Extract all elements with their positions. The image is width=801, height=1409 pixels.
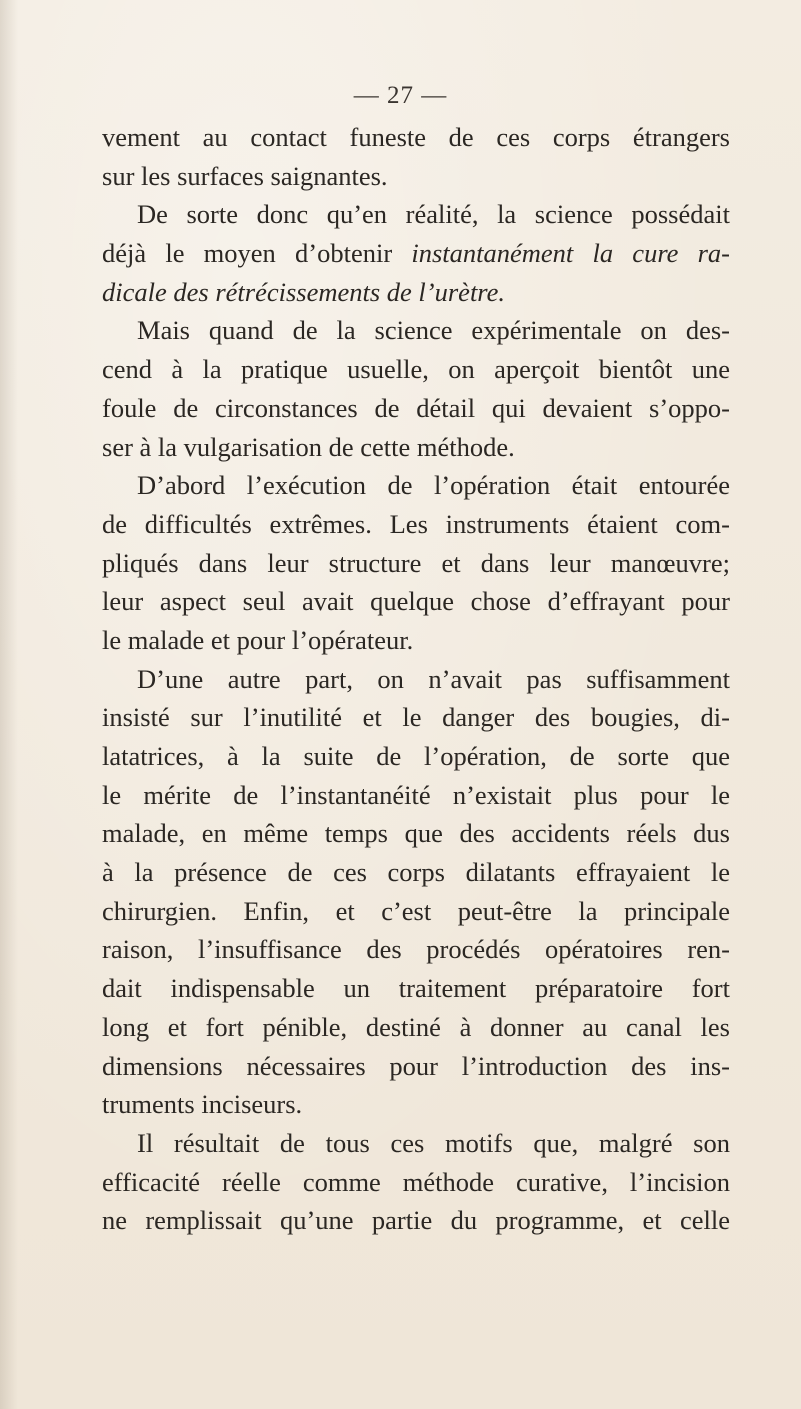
page-body-text [102,118,730,1240]
text-line: vement au contact funeste de ces corps étrangers [102,122,730,152]
text-line: le malade et pour l’opérateur. [102,624,414,655]
text-line: à la présence de ces corps dilatants effrayaient le [102,857,730,888]
text-line: pliqués dans leur structure et dans leur manœuvre; [102,547,730,578]
text-line: Il résultait de tous ces motifs que, malgré son [137,1127,730,1158]
text-line: raison, l’insuffisance des procédés opératoires ren- [102,934,730,965]
text-line: latatrices, à la suite de l’opération, de sorte que [102,741,730,771]
text-line: de difficultés extrêmes. Les instruments étaient com- [102,508,730,539]
text-line: dimensions nécessaires pour l’introduction des ins- [102,1050,730,1081]
text-line: cend à la pratique usuelle, on aperçoit bientôt une [102,354,730,385]
text-line: truments inciseurs. [102,1089,303,1120]
text-line: le mérite de l’instantanéité n’existait plus pour le [102,779,730,810]
text-line: De sorte donc qu’en réalité, la science possédait [137,199,730,230]
text-line: leur aspect seul avait quelque chose d’effrayant pour [102,586,730,617]
page-gutter-shadow [0,0,18,1409]
text-line: chirurgien. Enfin, et c’est peut-être la principale [102,895,730,926]
text-line: D’une autre part, on n’avait pas suffisamment [137,663,730,694]
text-line: long et fort pénible, destiné à donner au canal les [102,1011,730,1042]
text-line [102,273,730,312]
text-line: malade, en même temps que des accidents réels dus [102,818,730,849]
italic-phrase: instantanément la cure ra- [411,238,731,269]
italic-phrase: dicale des rétrécissements de l’urètre. [102,276,506,307]
page-number: — 27 — [353,82,448,109]
text-line: ser à la vulgarisation de cette méthode. [102,431,515,462]
text-line: Mais quand de la science expérimentale on des- [137,315,730,346]
text-line: ne remplissait qu’une partie du programme, et celle [102,1205,730,1236]
text-line: insisté sur l’inutilité et le danger des bougies, di- [102,702,730,733]
text-line: déjà le moyen d’obtenir instantanément la cure ra- [102,238,731,269]
text-line: sur les surfaces saignantes. [102,160,388,191]
text-line: foule de circonstances de détail qui devaient s’oppo- [102,392,730,423]
text-line: D’abord l’exécution de l’opération était entourée [137,470,730,501]
text-line: efficacité réelle comme méthode curative, l’incision [102,1166,730,1197]
text-line: dait indispensable un traitement préparatoire fort [102,973,730,1004]
